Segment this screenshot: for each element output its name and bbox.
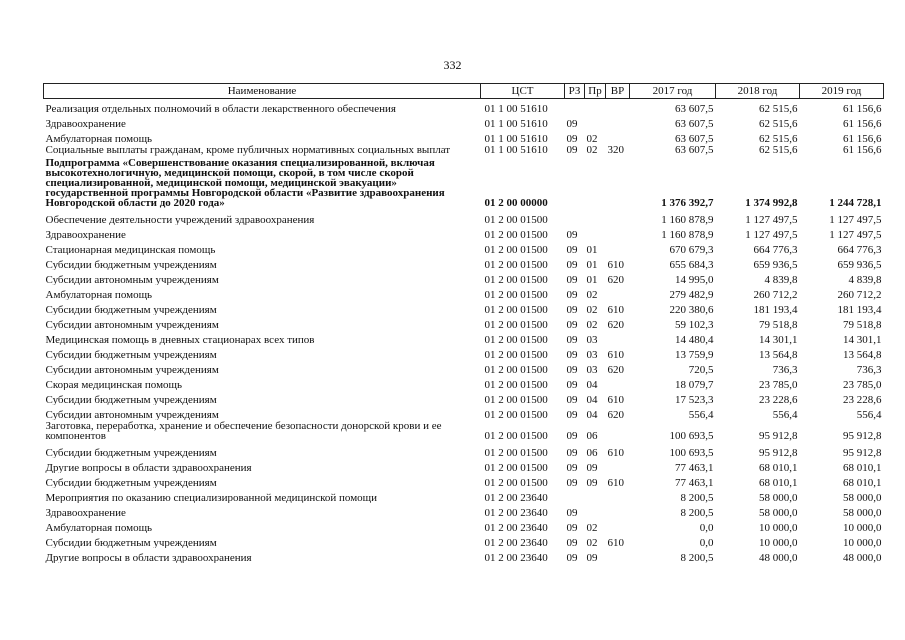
cell-name: Субсидии бюджетным учреждениям	[45, 447, 217, 458]
header-name: Наименование	[44, 84, 481, 99]
cell-2018: 68 010,1	[759, 462, 798, 473]
cell-2018: 62 515,6	[759, 144, 798, 156]
cell-2017: 8 200,5	[680, 492, 714, 503]
table-row	[44, 548, 884, 563]
cell-2017: 220 380,6	[669, 304, 714, 315]
cell-vr	[606, 114, 630, 129]
cell-vr: 620	[607, 274, 624, 285]
cell-vr: 610	[607, 349, 624, 360]
cell-2017: 17 523,3	[675, 394, 714, 405]
table-row	[44, 255, 884, 270]
cell-pr: 02	[586, 319, 598, 330]
table-row	[44, 458, 884, 473]
cell-2019: 10 000,0	[843, 537, 882, 548]
cell-cst: 01 2 00 23640	[484, 522, 548, 533]
cell-2018: 4 839,8	[764, 274, 798, 285]
cell-2019: 58 000,0	[843, 507, 882, 518]
cell-rz: 09	[566, 334, 578, 345]
cell-name: Амбулаторная помощь	[45, 133, 153, 144]
cell-rz: 09	[566, 319, 578, 330]
cell-2017: 77 463,1	[675, 477, 714, 488]
table-row	[44, 420, 884, 443]
cell-2018: 14 301,1	[759, 334, 798, 345]
cell-2019: 4 839,8	[848, 274, 882, 285]
table-row	[44, 375, 884, 390]
cell-rz: 09	[566, 364, 578, 375]
cell-rz: 09	[566, 430, 578, 442]
cell-pr: 04	[586, 409, 598, 420]
cell-2017: 100 693,5	[669, 447, 714, 458]
cell-pr: 04	[586, 379, 598, 390]
cell-2017: 655 684,3	[669, 259, 714, 270]
cell-rz: 09	[566, 274, 578, 285]
cell-pr	[585, 99, 606, 115]
cell-name: Субсидии бюджетным учреждениям	[45, 537, 217, 548]
cell-rz: 09	[566, 133, 578, 144]
table-row	[44, 240, 884, 255]
cell-pr	[585, 488, 606, 503]
header-rz: РЗ	[565, 84, 585, 99]
table-row	[44, 270, 884, 285]
cell-2018: 95 912,8	[759, 430, 798, 442]
cell-vr: 610	[607, 537, 624, 548]
cell-pr	[585, 225, 606, 240]
cell-name: Амбулаторная помощь	[45, 289, 153, 300]
table-row	[44, 405, 884, 420]
cell-name: Субсидии автономным учреждениям	[45, 409, 219, 420]
cell-2019: 659 936,5	[837, 259, 882, 270]
cell-2018: 62 515,6	[759, 118, 798, 129]
cell-pr	[585, 503, 606, 518]
cell-rz: 09	[566, 477, 578, 488]
cell-2019: 1 127 497,5	[829, 214, 882, 225]
cell-cst: 01 1 00 51610	[484, 133, 548, 144]
cell-pr	[585, 210, 606, 225]
cell-pr: 06	[586, 430, 598, 442]
cell-pr: 01	[586, 274, 598, 285]
cell-name: Здравоохранение	[45, 229, 126, 240]
cell-2019: 58 000,0	[843, 492, 882, 503]
cell-2018: 23 228,6	[759, 394, 798, 405]
cell-cst: 01 2 00 01500	[484, 349, 548, 360]
cell-vr	[606, 458, 630, 473]
cell-cst: 01 2 00 01500	[484, 379, 548, 390]
cell-2019: 95 912,8	[843, 447, 882, 458]
cell-rz: 09	[566, 447, 578, 458]
cell-cst: 01 2 00 01500	[484, 462, 548, 473]
cell-pr: 02	[586, 537, 598, 548]
cell-2018: 58 000,0	[759, 507, 798, 518]
cell-2019: 48 000,0	[843, 552, 882, 563]
cell-2019: 23 228,6	[843, 394, 882, 405]
cell-cst: 01 2 00 01500	[484, 394, 548, 405]
cell-name: Подпрограмма «Совершенствование оказания специализированной, включая высокотехнологичную, медицинской помощи, скорой, в том числе скорой специализированной, медицинской помощи, медицинской эвакуации» государственной программы Новгородской области «Развитие здравоохранения Новгородской области до 2020 года»	[45, 157, 445, 209]
cell-vr	[606, 129, 630, 144]
cell-vr	[606, 420, 630, 443]
cell-name: Социальные выплаты гражданам, кроме публичных нормативных социальных выплат	[45, 144, 451, 156]
cell-2017: 1 376 392,7	[661, 197, 714, 209]
cell-2017: 1 160 878,9	[661, 229, 714, 240]
cell-pr: 02	[586, 144, 598, 156]
cell-name: Здравоохранение	[45, 507, 126, 518]
table-row	[44, 518, 884, 533]
cell-vr: 610	[607, 477, 624, 488]
cell-2018: 23 785,0	[759, 379, 798, 390]
table-header-row	[44, 84, 884, 99]
cell-cst: 01 1 00 51610	[484, 103, 548, 114]
cell-vr: 610	[607, 394, 624, 405]
cell-name: Субсидии бюджетным учреждениям	[45, 259, 217, 270]
budget-table	[43, 83, 884, 563]
cell-pr: 01	[586, 244, 598, 255]
cell-name: Реализация отдельных полномочий в области лекарственного обеспечения	[45, 103, 396, 114]
cell-2018: 659 936,5	[753, 259, 798, 270]
cell-2019: 1 244 728,1	[829, 197, 882, 209]
cell-pr: 03	[586, 364, 598, 375]
cell-2019: 61 156,6	[843, 144, 882, 156]
cell-rz: 09	[566, 349, 578, 360]
cell-2018: 10 000,0	[759, 537, 798, 548]
cell-2018: 1 374 992,8	[745, 197, 798, 209]
cell-2018: 13 564,8	[759, 349, 798, 360]
cell-rz: 09	[566, 229, 578, 240]
cell-2017: 63 607,5	[675, 103, 714, 114]
cell-rz: 09	[566, 409, 578, 420]
cell-pr: 01	[586, 259, 598, 270]
cell-pr: 02	[586, 522, 598, 533]
cell-pr: 02	[586, 289, 598, 300]
table-row	[44, 157, 884, 210]
cell-cst: 01 2 00 01500	[484, 364, 548, 375]
cell-cst: 01 2 00 01500	[484, 229, 548, 240]
cell-2018: 736,3	[772, 364, 798, 375]
cell-name: Другие вопросы в области здравоохранения	[45, 552, 252, 563]
cell-name: Медицинская помощь в дневных стационарах всех типов	[45, 334, 315, 345]
cell-2019: 61 156,6	[843, 118, 882, 129]
table-row	[44, 390, 884, 405]
cell-cst: 01 2 00 01500	[484, 214, 548, 225]
cell-2018: 664 776,3	[753, 244, 798, 255]
table-row	[44, 300, 884, 315]
cell-vr	[606, 285, 630, 300]
cell-2017: 63 607,5	[675, 133, 714, 144]
cell-2018: 48 000,0	[759, 552, 798, 563]
cell-2018: 68 010,1	[759, 477, 798, 488]
cell-pr	[585, 114, 606, 129]
cell-2017: 720,5	[688, 364, 714, 375]
cell-2019: 1 127 497,5	[829, 229, 882, 240]
cell-cst: 01 2 00 01500	[484, 409, 548, 420]
cell-2019: 181 193,4	[837, 304, 882, 315]
cell-cst: 01 2 00 01500	[484, 477, 548, 488]
cell-vr: 320	[607, 144, 624, 156]
cell-name: Субсидии бюджетным учреждениям	[45, 349, 217, 360]
cell-rz	[565, 210, 585, 225]
cell-2017: 279 482,9	[669, 289, 714, 300]
cell-cst: 01 2 00 23640	[484, 492, 548, 503]
cell-rz: 09	[566, 552, 578, 563]
table-body	[44, 99, 884, 564]
header-2018: 2018 год	[716, 84, 800, 99]
cell-rz: 09	[566, 118, 578, 129]
table-row	[44, 533, 884, 548]
cell-rz: 09	[566, 379, 578, 390]
cell-pr: 04	[586, 394, 598, 405]
cell-cst: 01 2 00 01500	[484, 334, 548, 345]
cell-name: Субсидии автономным учреждениям	[45, 319, 219, 330]
cell-name: Субсидии бюджетным учреждениям	[45, 394, 217, 405]
cell-name: Другие вопросы в области здравоохранения	[45, 462, 252, 473]
cell-vr	[606, 375, 630, 390]
cell-name: Субсидии автономным учреждениям	[45, 364, 219, 375]
cell-2017: 556,4	[688, 409, 714, 420]
cell-rz: 09	[566, 144, 578, 156]
cell-rz: 09	[566, 507, 578, 518]
cell-name: Стационарная медицинская помощь	[45, 244, 216, 255]
cell-2017: 1 160 878,9	[661, 214, 714, 225]
table-row	[44, 488, 884, 503]
cell-2017: 8 200,5	[680, 552, 714, 563]
cell-name: Субсидии бюджетным учреждениям	[45, 304, 217, 315]
cell-vr	[606, 99, 630, 115]
table-row	[44, 315, 884, 330]
cell-vr: 610	[607, 447, 624, 458]
cell-vr: 620	[607, 409, 624, 420]
cell-2017: 8 200,5	[680, 507, 714, 518]
cell-name: Амбулаторная помощь	[45, 522, 153, 533]
cell-2019: 68 010,1	[843, 477, 882, 488]
cell-rz	[565, 99, 585, 115]
cell-vr	[606, 210, 630, 225]
header-cst: ЦСТ	[481, 84, 565, 99]
cell-2017: 18 079,7	[675, 379, 714, 390]
cell-pr: 09	[586, 552, 598, 563]
cell-2017: 14 480,4	[675, 334, 714, 345]
cell-2018: 58 000,0	[759, 492, 798, 503]
cell-2017: 59 102,3	[675, 319, 714, 330]
cell-2018: 556,4	[772, 409, 798, 420]
table-row	[44, 360, 884, 375]
cell-name: Субсидии бюджетным учреждениям	[45, 477, 217, 488]
header-vr: ВР	[606, 84, 630, 99]
cell-rz: 09	[566, 289, 578, 300]
cell-cst: 01 1 00 51610	[484, 144, 548, 156]
table-row	[44, 285, 884, 300]
cell-2019: 68 010,1	[843, 462, 882, 473]
cell-pr	[585, 157, 606, 210]
cell-vr: 610	[607, 304, 624, 315]
cell-name: Обеспечение деятельности учреждений здравоохранения	[45, 214, 315, 225]
cell-pr: 09	[586, 462, 598, 473]
cell-2019: 260 712,2	[837, 289, 882, 300]
cell-2018: 260 712,2	[753, 289, 798, 300]
page-number: 332	[443, 58, 462, 72]
cell-cst: 01 2 00 01500	[484, 289, 548, 300]
cell-2017: 13 759,9	[675, 349, 714, 360]
cell-pr: 03	[586, 334, 598, 345]
cell-rz: 09	[566, 537, 578, 548]
cell-cst: 01 2 00 01500	[484, 274, 548, 285]
cell-rz: 09	[566, 244, 578, 255]
cell-name: Заготовка, переработка, хранение и обеспечение безопасности донорской крови и ее компонентов	[45, 420, 442, 442]
cell-2019: 23 785,0	[843, 379, 882, 390]
table-row	[44, 330, 884, 345]
cell-2019: 95 912,8	[843, 430, 882, 442]
cell-2019: 13 564,8	[843, 349, 882, 360]
cell-2019: 664 776,3	[837, 244, 882, 255]
cell-rz: 09	[566, 394, 578, 405]
cell-rz: 09	[566, 259, 578, 270]
header-2019: 2019 год	[800, 84, 884, 99]
cell-vr	[606, 330, 630, 345]
table-row	[44, 144, 884, 157]
table-row	[44, 129, 884, 144]
cell-vr	[606, 548, 630, 563]
cell-2017: 63 607,5	[675, 118, 714, 129]
table-row	[44, 345, 884, 360]
cell-2017: 670 679,3	[669, 244, 714, 255]
table-row	[44, 225, 884, 240]
table-row	[44, 443, 884, 458]
table-row	[44, 210, 884, 225]
cell-2018: 10 000,0	[759, 522, 798, 533]
cell-cst: 01 2 00 23640	[484, 537, 548, 548]
cell-2018: 181 193,4	[753, 304, 798, 315]
cell-2017: 63 607,5	[675, 144, 714, 156]
table-row	[44, 503, 884, 518]
cell-2017: 0,0	[699, 537, 714, 548]
cell-2017: 100 693,5	[669, 430, 714, 442]
cell-name: Скорая медицинская помощь	[45, 379, 183, 390]
cell-2018: 62 515,6	[759, 133, 798, 144]
header-pr: Пр	[585, 84, 606, 99]
cell-vr	[606, 240, 630, 255]
cell-cst: 01 2 00 01500	[484, 447, 548, 458]
cell-pr: 06	[586, 447, 598, 458]
cell-cst: 01 2 00 01500	[484, 259, 548, 270]
cell-rz	[565, 157, 585, 210]
cell-rz: 09	[566, 522, 578, 533]
cell-2018: 95 912,8	[759, 447, 798, 458]
cell-2018: 1 127 497,5	[745, 229, 798, 240]
cell-vr: 620	[607, 364, 624, 375]
cell-name: Мероприятия по оказанию специализированной медицинской помощи	[45, 492, 378, 503]
cell-rz: 09	[566, 304, 578, 315]
cell-2019: 556,4	[856, 409, 882, 420]
cell-vr	[606, 157, 630, 210]
cell-2018: 62 515,6	[759, 103, 798, 114]
cell-2019: 61 156,6	[843, 133, 882, 144]
cell-vr	[606, 488, 630, 503]
cell-vr: 610	[607, 259, 624, 270]
cell-2019: 79 518,8	[843, 319, 882, 330]
cell-vr	[606, 225, 630, 240]
cell-2019: 61 156,6	[843, 103, 882, 114]
cell-cst: 01 1 00 51610	[484, 118, 548, 129]
cell-2019: 14 301,1	[843, 334, 882, 345]
cell-cst: 01 2 00 23640	[484, 552, 548, 563]
cell-2018: 1 127 497,5	[745, 214, 798, 225]
cell-2019: 736,3	[856, 364, 882, 375]
cell-cst: 01 2 00 01500	[484, 304, 548, 315]
cell-2018: 79 518,8	[759, 319, 798, 330]
header-2017: 2017 год	[630, 84, 716, 99]
cell-rz: 09	[566, 462, 578, 473]
cell-2017: 14 995,0	[675, 274, 714, 285]
cell-2019: 10 000,0	[843, 522, 882, 533]
cell-cst: 01 2 00 01500	[484, 430, 548, 442]
cell-pr: 03	[586, 349, 598, 360]
cell-vr	[606, 503, 630, 518]
cell-vr	[606, 518, 630, 533]
cell-cst: 01 2 00 01500	[484, 319, 548, 330]
cell-cst: 01 2 00 01500	[484, 244, 548, 255]
table-row	[44, 473, 884, 488]
cell-name: Субсидии автономным учреждениям	[45, 274, 219, 285]
cell-pr: 02	[586, 133, 598, 144]
cell-pr: 09	[586, 477, 598, 488]
cell-cst: 01 2 00 23640	[484, 507, 548, 518]
cell-2017: 0,0	[699, 522, 714, 533]
cell-2017: 77 463,1	[675, 462, 714, 473]
cell-pr: 02	[586, 304, 598, 315]
table-row	[44, 99, 884, 115]
cell-rz	[565, 488, 585, 503]
cell-cst: 01 2 00 00000	[484, 197, 548, 209]
cell-vr: 620	[607, 319, 624, 330]
table-row	[44, 114, 884, 129]
cell-name: Здравоохранение	[45, 118, 126, 129]
